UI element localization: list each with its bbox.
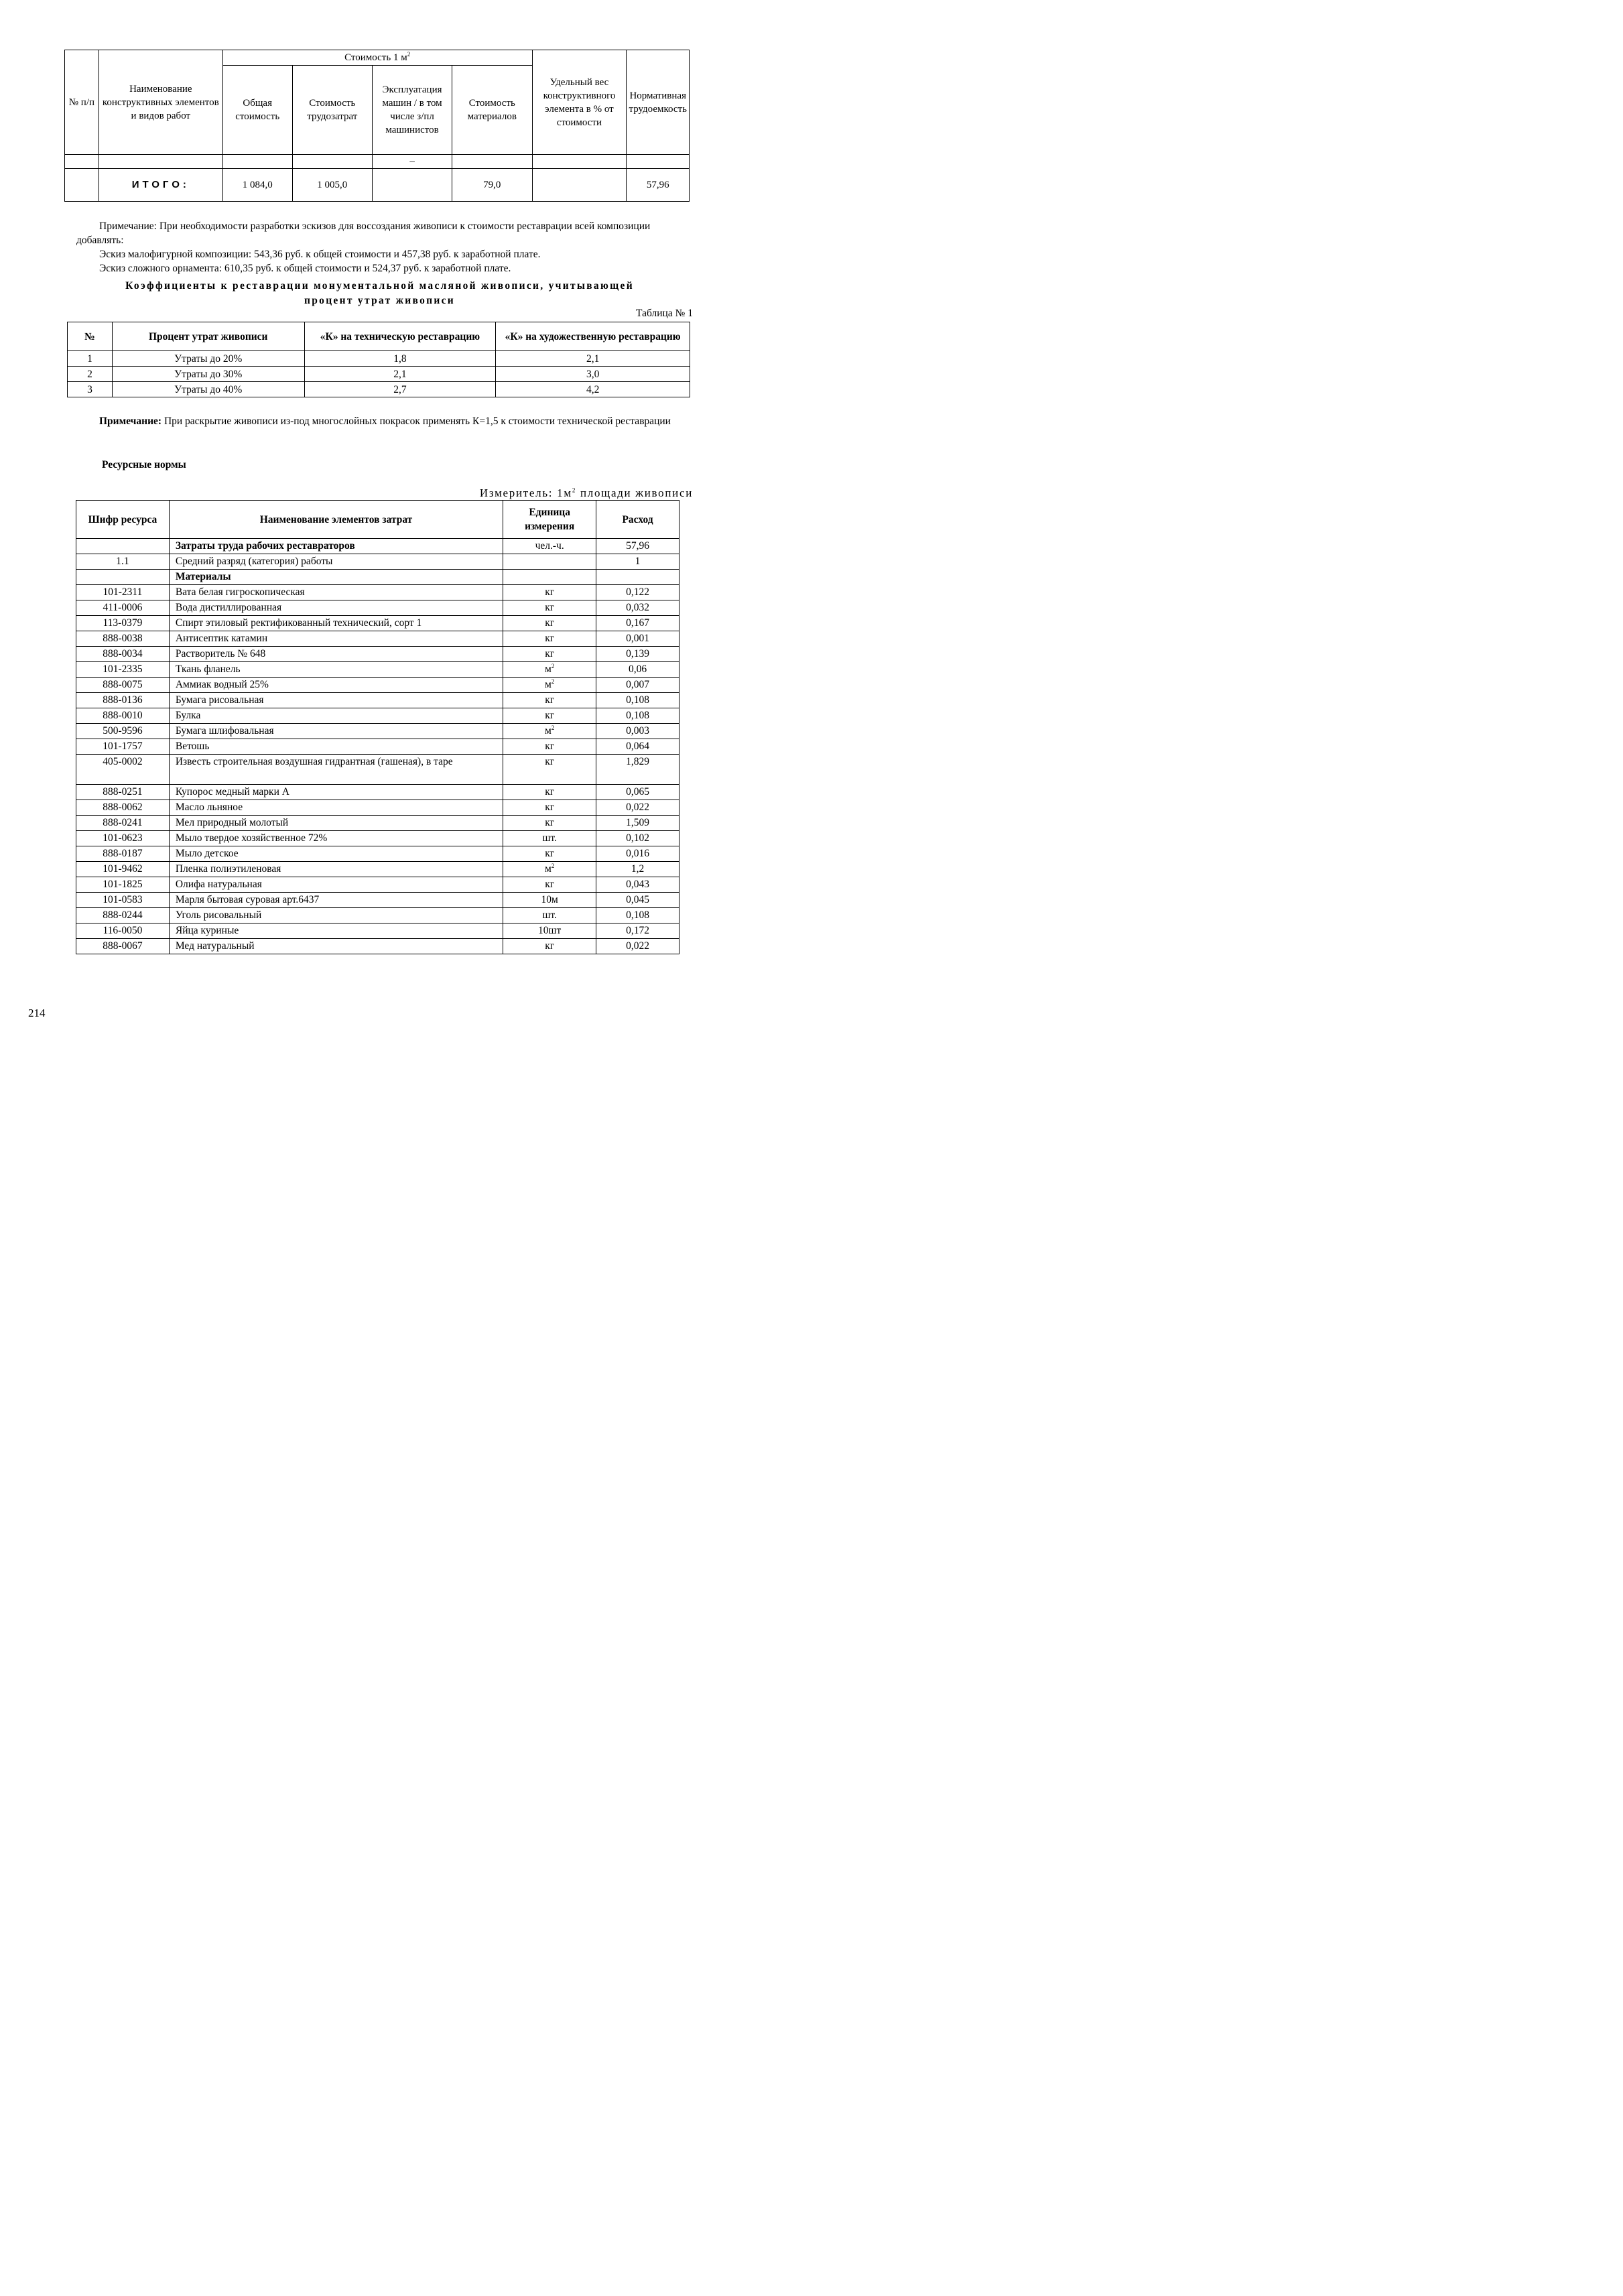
cell-qty: 0,108 — [596, 708, 679, 724]
cell-code: 101-1825 — [76, 877, 170, 893]
note-line-2: Эскиз малофигурной композиции: 543,36 руб. к общей стоимости и 457,38 руб. к заработной плате. — [99, 249, 541, 260]
cell-name: Булка — [169, 708, 503, 724]
table-row — [76, 816, 679, 831]
note2-label: Примечание: — [99, 416, 162, 427]
t2-header-percent: Процент утрат живописи — [112, 322, 304, 351]
cell-name: Купорос медный марки А — [169, 785, 503, 800]
cell-code: 101-0583 — [76, 893, 170, 908]
cell-name: Аммиак водный 25% — [169, 678, 503, 693]
table-row — [76, 862, 679, 877]
cell-qty: 1,2 — [596, 862, 679, 877]
cell-name: Уголь рисовальный — [169, 908, 503, 923]
total-labor: 1 005,0 — [292, 169, 372, 202]
empty-dash: – — [373, 155, 452, 169]
cell-qty: 0,032 — [596, 600, 679, 616]
measure-unit: Измеритель: $1м^2$ площади живописи — [479, 487, 693, 499]
table-row — [76, 708, 679, 724]
cell-unit: кг — [503, 647, 596, 662]
cost-group-header: Стоимость 1 $м^2$ — [222, 50, 532, 66]
col-materials-header: Стоимость материалов — [452, 66, 532, 155]
cell-unit: $м^2$ — [503, 724, 596, 739]
table-row — [76, 755, 679, 785]
t3-header-name: Наименование элементов затрат — [169, 501, 503, 539]
table-row — [76, 939, 679, 954]
cell-code: 500-9596 — [76, 724, 170, 739]
table-row — [76, 923, 679, 939]
cell-code — [76, 570, 170, 585]
col-labor-header: Стоимость трудозатрат — [292, 66, 372, 155]
cell-name: Ткань фланель — [169, 662, 503, 678]
cell-unit: кг — [503, 785, 596, 800]
cell-qty: 0,172 — [596, 923, 679, 939]
cell-code: 116-0050 — [76, 923, 170, 939]
cell-code: 101-1757 — [76, 739, 170, 755]
cell-qty: 0,016 — [596, 846, 679, 862]
cell-tech: 2,1 — [304, 367, 496, 382]
sketch-note — [76, 219, 694, 275]
cell-name: Ветошь — [169, 739, 503, 755]
cell-unit: кг — [503, 800, 596, 816]
cell-code: 405-0002 — [76, 755, 170, 785]
uncovering-note — [76, 414, 694, 428]
total-label: ИТОГО: — [99, 169, 222, 202]
cell-unit: 10шт — [503, 923, 596, 939]
cell-unit: $м^2$ — [503, 862, 596, 877]
page-number: 214 — [28, 1007, 46, 1019]
cell-name: Вода дистиллированная — [169, 600, 503, 616]
cell-art: 3,0 — [496, 367, 690, 382]
cell-unit: кг — [503, 600, 596, 616]
cell-qty: 0,108 — [596, 908, 679, 923]
cell-qty: 0,122 — [596, 585, 679, 600]
t3-header-unit: Единица измерения — [503, 501, 596, 539]
cell-name: Мыло твердое хозяйственное 72% — [169, 831, 503, 846]
cell-unit: кг — [503, 877, 596, 893]
cell-qty: 0,007 — [596, 678, 679, 693]
table-label: Таблица № 1 — [636, 308, 693, 319]
cell-qty: 1,829 — [596, 755, 679, 785]
cell-name: Затраты труда рабочих реставраторов — [169, 539, 503, 554]
cell-code: 101-0623 — [76, 831, 170, 846]
table-row — [76, 600, 679, 616]
cell-unit: кг — [503, 816, 596, 831]
cell-name: Пленка полиэтиленовая — [169, 862, 503, 877]
cell-no: 2 — [68, 367, 113, 382]
cell-unit: кг — [503, 585, 596, 600]
t3-header-code: Шифр ресурса — [76, 501, 170, 539]
cell-name: Марля бытовая суровая арт.6437 — [169, 893, 503, 908]
table-row — [76, 831, 679, 846]
cell-unit: кг — [503, 846, 596, 862]
cell-code: 888-0067 — [76, 939, 170, 954]
cell-no: 3 — [68, 382, 113, 397]
table-row — [76, 631, 679, 647]
table-row — [76, 647, 679, 662]
cell-qty: 0,001 — [596, 631, 679, 647]
t2-header-no: № — [68, 322, 113, 351]
table-row — [76, 662, 679, 678]
cell-art: 2,1 — [496, 351, 690, 367]
cell-unit: кг — [503, 939, 596, 954]
cost-table — [64, 50, 690, 202]
table-row — [68, 367, 690, 382]
cell-code: 101-2311 — [76, 585, 170, 600]
table-row — [76, 908, 679, 923]
table-row — [76, 785, 679, 800]
note-line-3: Эскиз сложного орнамента: 610,35 руб. к общей стоимости и 524,37 руб. к заработной плате. — [99, 263, 511, 274]
table-row — [76, 539, 679, 554]
col-norm-header: Нормативная трудоемкость — [627, 50, 690, 155]
cell-code: 888-0038 — [76, 631, 170, 647]
t2-header-art: «К» на художественную реставрацию — [496, 322, 690, 351]
cell-qty: 0,064 — [596, 739, 679, 755]
cell-name: Бумага шлифовальная — [169, 724, 503, 739]
t2-header-tech: «К» на техническую реставрацию — [304, 322, 496, 351]
cell-qty — [596, 570, 679, 585]
table-row — [76, 739, 679, 755]
cell-name: Яйца куриные — [169, 923, 503, 939]
cell-qty: 0,043 — [596, 877, 679, 893]
col-total-header: Общая стоимость — [222, 66, 292, 155]
note-line-1: Примечание: При необходимости разработки эскизов для воссоздания живописи к стоимости реставрации всей композиции добавлять: — [76, 220, 651, 246]
table-row — [68, 382, 690, 397]
table-row — [65, 155, 690, 169]
cell-code: 888-0034 — [76, 647, 170, 662]
total-norm: 57,96 — [627, 169, 690, 202]
note2-text: При раскрытие живописи из-под многослойных покрасок применять К=1,5 к стоимости технической реставрации — [161, 416, 671, 427]
col-machines-header: Эксплуатация машин / в том числе з/пл машинистов — [373, 66, 452, 155]
cell-qty: 0,102 — [596, 831, 679, 846]
cell-name: Мед натуральный — [169, 939, 503, 954]
cell-qty: 1,509 — [596, 816, 679, 831]
cell-qty: 0,167 — [596, 616, 679, 631]
table-row — [76, 724, 679, 739]
cell-name: Масло льняное — [169, 800, 503, 816]
cell-code: 888-0244 — [76, 908, 170, 923]
cell-name: Спирт этиловый ректификованный технический, сорт 1 — [169, 616, 503, 631]
cell-unit: шт. — [503, 831, 596, 846]
cell-name: Вата белая гигроскопическая — [169, 585, 503, 600]
cell-qty: 0,06 — [596, 662, 679, 678]
cell-name: Бумага рисовальная — [169, 693, 503, 708]
cell-code: 888-0251 — [76, 785, 170, 800]
table-row — [76, 800, 679, 816]
table-row — [76, 693, 679, 708]
coef-heading-line-1: Коэффициенты к реставрации монументальной масляной живописи, учитывающей — [125, 280, 634, 292]
t3-header-qty: Расход — [596, 501, 679, 539]
cell-code: 888-0241 — [76, 816, 170, 831]
cell-no: 1 — [68, 351, 113, 367]
cell-unit: кг — [503, 631, 596, 647]
cell-unit: кг — [503, 755, 596, 785]
cell-code: 101-2335 — [76, 662, 170, 678]
cell-code: 101-9462 — [76, 862, 170, 877]
cell-code: 888-0187 — [76, 846, 170, 862]
table-row — [76, 585, 679, 600]
col-share-header: Удельный вес конструктивного элемента в % от стоимости — [532, 50, 627, 155]
coef-heading-line-2: процент утрат живописи — [304, 295, 455, 306]
cell-tech: 1,8 — [304, 351, 496, 367]
resources-table — [76, 500, 679, 954]
total-machines — [373, 169, 452, 202]
table-row — [76, 893, 679, 908]
cell-qty: 0,108 — [596, 693, 679, 708]
cell-code: 888-0075 — [76, 678, 170, 693]
total-cost: 1 084,0 — [222, 169, 292, 202]
cell-qty: 0,003 — [596, 724, 679, 739]
cell-qty: 0,065 — [596, 785, 679, 800]
cell-code — [76, 539, 170, 554]
cell-name: Материалы — [169, 570, 503, 585]
cell-percent: Утраты до 20% — [112, 351, 304, 367]
cell-name: Мел природный молотый — [169, 816, 503, 831]
cell-unit: $м^2$ — [503, 678, 596, 693]
cell-code: 888-0062 — [76, 800, 170, 816]
cell-art: 4,2 — [496, 382, 690, 397]
cell-code: 888-0136 — [76, 693, 170, 708]
cell-name: Растворитель № 648 — [169, 647, 503, 662]
cell-name: Антисептик катамин — [169, 631, 503, 647]
cell-qty: 0,022 — [596, 939, 679, 954]
table-row — [68, 351, 690, 367]
resources-heading: Ресурсные нормы — [102, 459, 186, 470]
cell-qty: 0,139 — [596, 647, 679, 662]
cell-percent: Утраты до 30% — [112, 367, 304, 382]
cell-unit: кг — [503, 739, 596, 755]
cell-code: 411-0006 — [76, 600, 170, 616]
table-row — [76, 554, 679, 570]
cell-unit — [503, 554, 596, 570]
total-materials: 79,0 — [452, 169, 532, 202]
cell-unit: кг — [503, 616, 596, 631]
cell-code: 113-0379 — [76, 616, 170, 631]
cell-percent: Утраты до 40% — [112, 382, 304, 397]
cell-tech: 2,7 — [304, 382, 496, 397]
cell-unit — [503, 570, 596, 585]
resources-table-body — [76, 539, 679, 954]
cell-unit: шт. — [503, 908, 596, 923]
table-row — [76, 678, 679, 693]
total-row — [65, 169, 690, 202]
col-name-header: Наименование конструктивных элементов и видов работ — [99, 50, 222, 155]
total-share — [532, 169, 627, 202]
table-row — [76, 877, 679, 893]
cell-name: Известь строительная воздушная гидрантная (гашеная), в таре — [169, 755, 503, 785]
coefficient-table — [67, 322, 690, 397]
cell-name: Мыло детское — [169, 846, 503, 862]
cell-qty: 57,96 — [596, 539, 679, 554]
cell-code: 888-0010 — [76, 708, 170, 724]
table-row — [76, 846, 679, 862]
cell-code: 1.1 — [76, 554, 170, 570]
cell-unit: чел.-ч. — [503, 539, 596, 554]
cell-unit: 10м — [503, 893, 596, 908]
cell-unit: $м^2$ — [503, 662, 596, 678]
cell-unit: кг — [503, 708, 596, 724]
cell-unit: кг — [503, 693, 596, 708]
table-row — [76, 616, 679, 631]
col-no-header: № п/п — [65, 50, 99, 155]
table-row — [76, 570, 679, 585]
cell-qty: 0,045 — [596, 893, 679, 908]
cell-name: Средний разряд (категория) работы — [169, 554, 503, 570]
cell-name: Олифа натуральная — [169, 877, 503, 893]
cell-qty: 0,022 — [596, 800, 679, 816]
cell-qty: 1 — [596, 554, 679, 570]
